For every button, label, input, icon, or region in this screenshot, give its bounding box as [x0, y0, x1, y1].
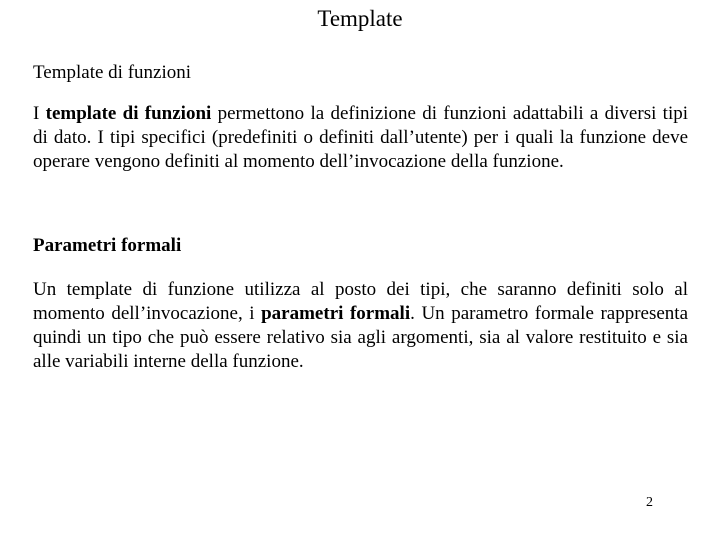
page-number: 2 [646, 495, 653, 510]
paragraph-text-start: I [33, 103, 46, 124]
section-heading-parametri-formali: Parametri formali [33, 235, 182, 256]
paragraph-text-start: Un template di funzione utilizza al posto dei tipi, che saranno definiti solo al momento dell’invocazione, i [33, 279, 688, 324]
paragraph-parametri-formali [33, 278, 688, 374]
paragraph-template-di-funzioni [33, 102, 688, 174]
paragraph-text-rest: permettono la definizione di funzioni adattabili a diversi tipi di dato. I tipi specifici (predefiniti o definiti dall’utente) per i quali la funzione deve operare vengono definiti al momento dell’invocazione della funzione. [33, 103, 689, 172]
paragraph-text-rest: . Un parametro formale rappresenta quindi un tipo che può essere relativo sia agli argomenti, sia al valore restituito e sia alle variabili interne della funzione. [33, 303, 689, 372]
section-heading-template-di-funzioni: Template di funzioni [33, 62, 192, 83]
slide-title: Template [317, 6, 403, 31]
bold-term-parametri-formali: parametri formali [261, 303, 411, 324]
bold-term-template-di-funzioni: template di funzioni [45, 103, 212, 124]
